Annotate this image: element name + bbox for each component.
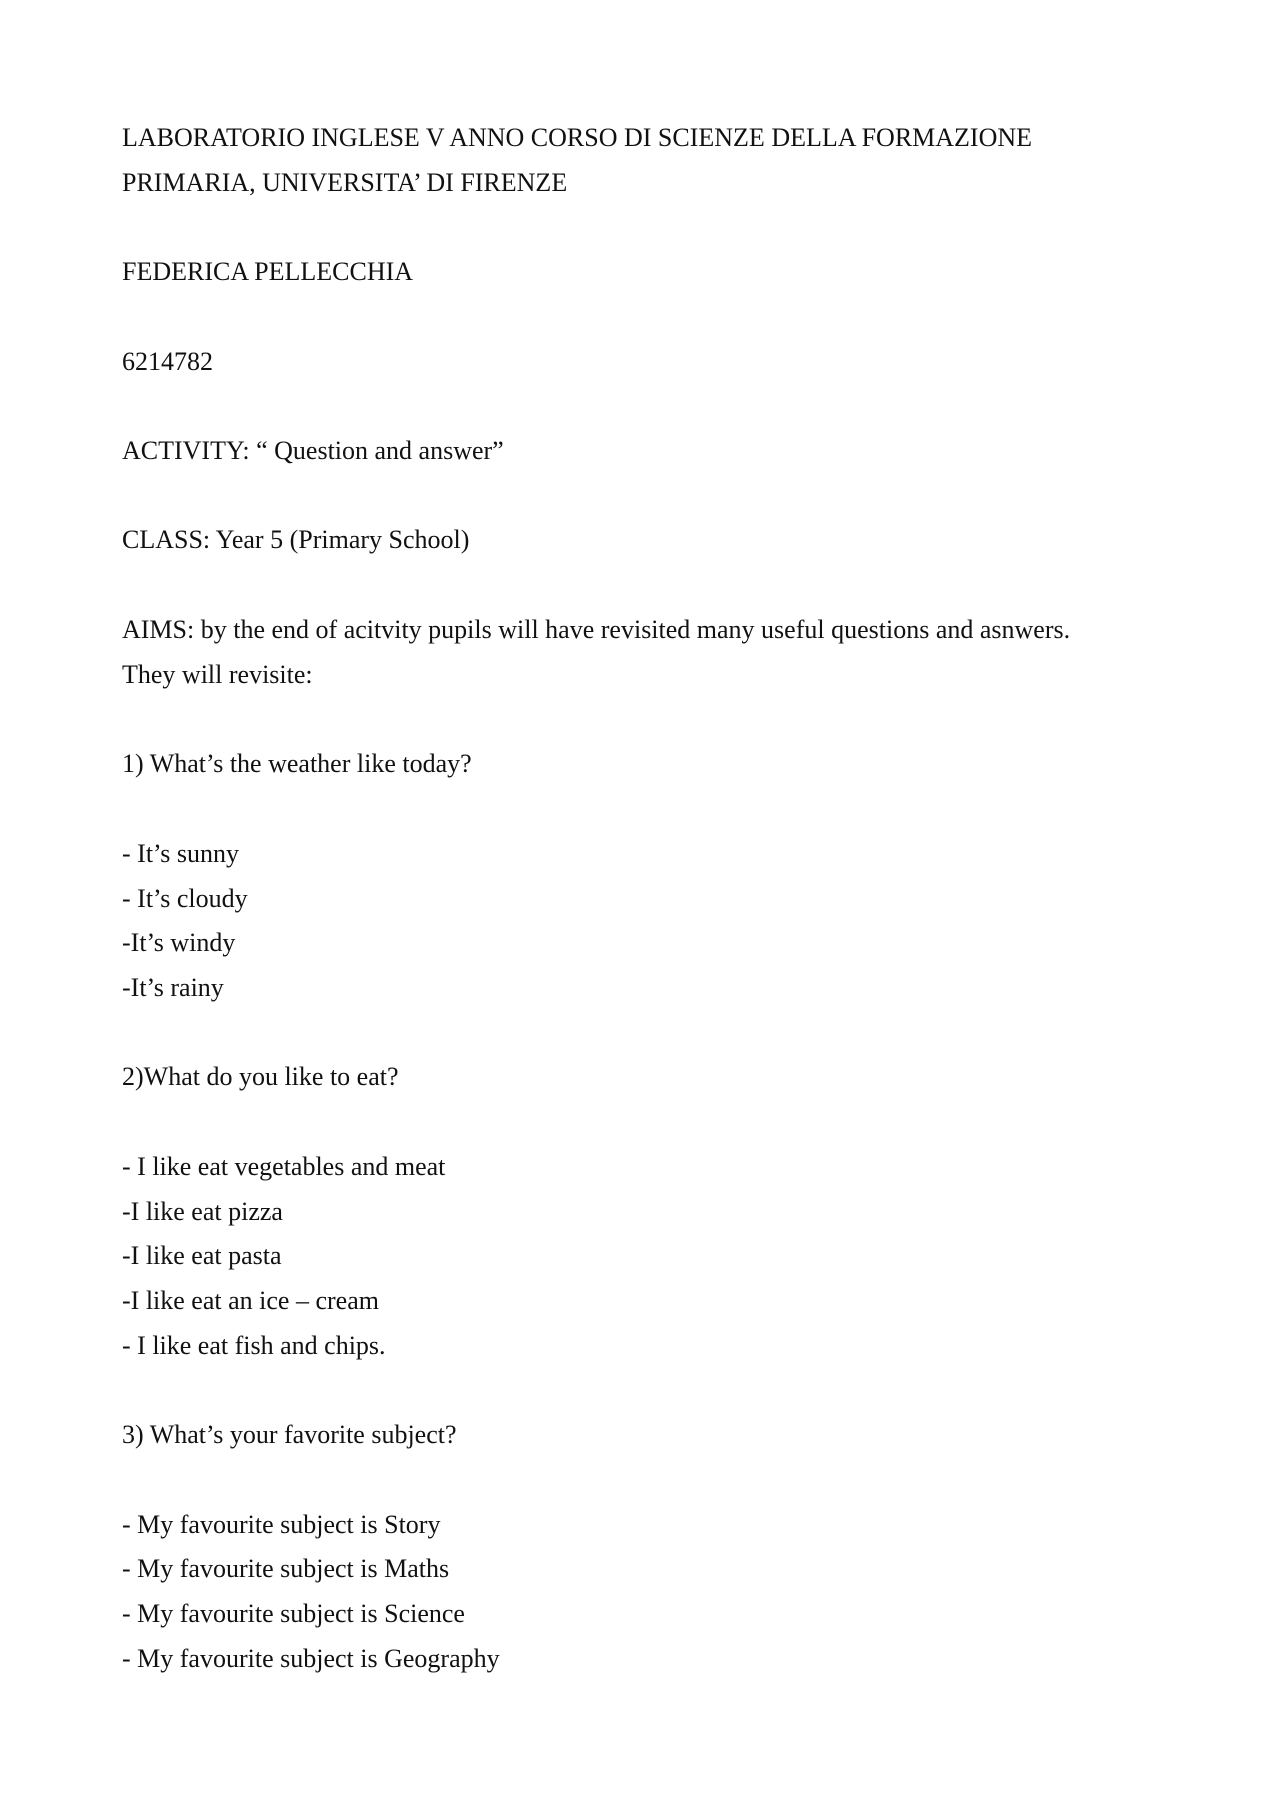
answer-item: -It’s rainy xyxy=(122,973,224,1002)
aims-line-1: AIMS: by the end of acitvity pupils will have revisited many useful questions and asnwers. xyxy=(122,615,1071,644)
question-1: 1) What’s the weather like today? xyxy=(122,749,472,778)
aims-line-2: They will revisite: xyxy=(122,660,313,689)
title-line-1: LABORATORIO INGLESE V ANNO CORSO DI SCIENZE DELLA FORMAZIONE xyxy=(122,123,1033,152)
answer-item: - It’s sunny xyxy=(122,839,239,868)
answer-item: - I like eat fish and chips. xyxy=(122,1331,386,1360)
student-id: 6214782 xyxy=(122,347,213,376)
answer-item: -I like eat pizza xyxy=(122,1197,283,1226)
answer-item: - It’s cloudy xyxy=(122,884,248,913)
question-2: 2)What do you like to eat? xyxy=(122,1062,399,1091)
author-name: FEDERICA PELLECCHIA xyxy=(122,257,414,286)
answer-item: - My favourite subject is Science xyxy=(122,1599,465,1628)
class-line: CLASS: Year 5 (Primary School) xyxy=(122,525,470,554)
title-line-2: PRIMARIA, UNIVERSITA’ DI FIRENZE xyxy=(122,168,568,197)
answer-item: - My favourite subject is Maths xyxy=(122,1554,450,1583)
activity-line: ACTIVITY: “ Question and answer” xyxy=(122,436,504,465)
answer-item: -I like eat pasta xyxy=(122,1241,282,1270)
answer-item: -I like eat an ice – cream xyxy=(122,1286,379,1315)
answer-item: - My favourite subject is Geography xyxy=(122,1644,500,1673)
answer-item: -It’s windy xyxy=(122,928,236,957)
answer-item: - I like eat vegetables and meat xyxy=(122,1152,446,1181)
answer-item: - My favourite subject is Story xyxy=(122,1510,441,1539)
question-3: 3) What’s your favorite subject? xyxy=(122,1420,457,1449)
